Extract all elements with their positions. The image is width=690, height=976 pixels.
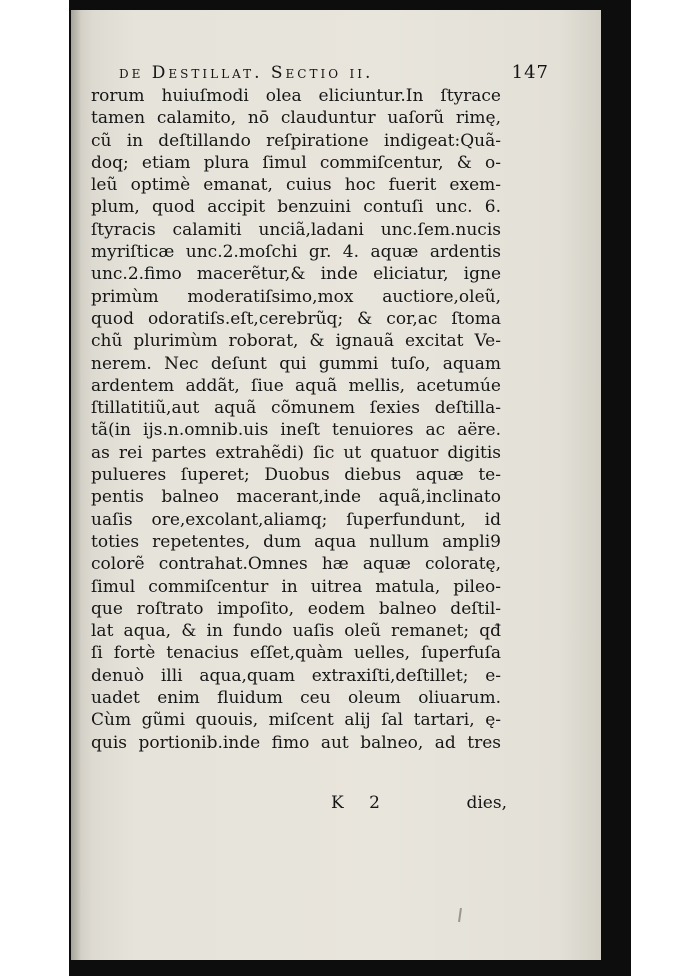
running-title: de Destillat. Sectio ii.	[119, 63, 374, 83]
text-line: tã(in ijs.n.omnib.uis ineſt tenuiores ac aëre.	[91, 420, 501, 441]
text-line: rorum huiuſmodi olea eliciuntur.In ſtyrace	[91, 86, 501, 106]
text-line: Cùm gũmi quouis, miſcent alij ſal tartari, ę-	[91, 710, 501, 731]
text-line: que roſtrato impoſito, eodem balneo deſtil-	[91, 598, 501, 619]
catchword: dies,	[466, 793, 507, 813]
text-line: primùm moderatiſsimo,mox auctiore,oleũ,	[91, 286, 501, 307]
text-line: plum, quod accipit benzuini contuſi unc. 6.	[91, 197, 501, 218]
page-gutter-shadow	[71, 10, 81, 960]
text-line: doq; etiam plura ſimul commiſcentur, & o-	[91, 152, 501, 173]
text-line: cũ in deſtillando reſpiratione indigeat:Quã-	[91, 130, 501, 151]
text-line: as rei partes extrahẽdi) ſic ut quatuor digitis	[91, 442, 501, 463]
text-line: pentis balneo macerant,inde aquã,inclinato	[91, 487, 501, 508]
text-line: ſi fortè tenacius eſſet,quàm uelles, ſuperfuſa	[91, 643, 501, 664]
text-line: nerem. Nec deſunt qui gummi tuſo, aquam	[91, 353, 501, 374]
text-line: pulueres ſuperet; Duobus diebus aquæ te-	[91, 465, 501, 486]
text-line: ſtillatitiũ,aut aquã cõmunem ſexies deſtilla-	[91, 398, 501, 419]
text-line: unc.2.fimo macerẽtur,& inde eliciatur, igne	[91, 264, 501, 285]
text-line: chũ plurimùm roborat, & ignauã excitat Ve-	[91, 331, 501, 352]
text-line: ſtyracis calamiti unciã,ladani unc.ſem.nucis	[91, 219, 501, 240]
text-line: ſimul commiſcentur in uitrea matula, pileo-	[91, 576, 501, 597]
text-line: lat aqua, & in fundo uaſis oleũ remanet; qđ	[91, 621, 501, 642]
text-line: uaſis ore,excolant,aliamq; ſuperfundunt, id	[91, 509, 501, 530]
page-footer	[331, 793, 507, 813]
text-line: leũ optimè emanat, cuius hoc fuerit exem-	[91, 175, 501, 196]
body-text	[91, 85, 501, 754]
text-line: quod odoratiſs.eſt,cerebrũq; & cor,ac ſtoma	[91, 308, 501, 329]
text-line: toties repetentes, dum aqua nullum ampli9	[91, 531, 501, 552]
text-line: colorẽ contrahat.Omnes hæ aquæ coloratę,	[91, 554, 501, 575]
running-header	[119, 62, 549, 83]
text-line: tamen calamito, nō clauduntur uaſorũ rimę,	[91, 108, 501, 129]
text-line: uadet enim fluidum ceu oleum oliuarum.	[91, 688, 501, 709]
text-line: denuò illi aqua,quam extraxiſti,deſtillet; e-	[91, 665, 501, 686]
page-number: 147	[511, 62, 549, 83]
text-line: quis portionib.inde fimo aut balneo, ad tres	[91, 732, 501, 753]
signature-mark: K 2	[331, 793, 390, 813]
text-line: ardentem addãt, ſiue aquã mellis, acetumúe	[91, 375, 501, 396]
text-line: myriſticæ unc.2.moſchi gr. 4. aquæ ardentis	[91, 242, 501, 263]
paper-blemish	[458, 908, 462, 922]
book-page	[71, 10, 601, 960]
